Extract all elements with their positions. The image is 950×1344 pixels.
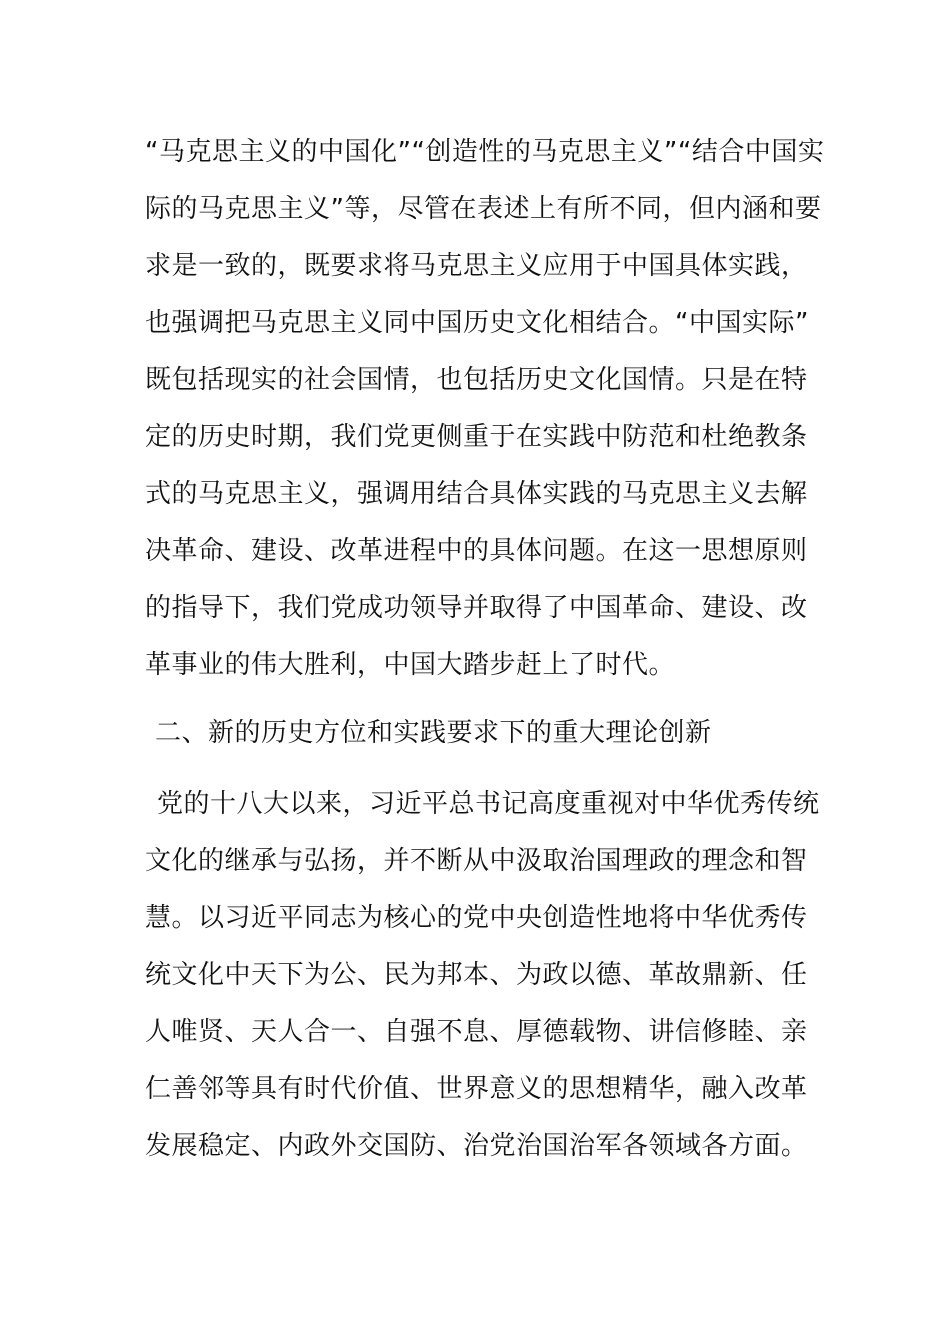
paragraph-2 xyxy=(145,776,820,1175)
paragraph-1-line: 际的马克思主义”等，尽管在表述上有所不同，但内涵和要 xyxy=(145,194,822,224)
paragraph-2-line: 人唯贤、天人合一、自强不息、厚德载物、讲信修睦、亲 xyxy=(145,1017,808,1047)
paragraph-2-line: 发展稳定、内政外交国防、治党治国治军各领域各方面。 xyxy=(145,1131,808,1161)
paragraph-1-line: 也强调把马克思主义同中国历史文化相结合。“中国实际” xyxy=(145,308,809,338)
paragraph-1-line: 的指导下，我们党成功领导并取得了中国革命、建设、改 xyxy=(145,593,808,623)
paragraph-1-line: 式的马克思主义，强调用结合具体实践的马克思主义去解 xyxy=(145,479,808,509)
paragraph-1-line: “马克思主义的中国化”“创造性的马克思主义”“结合中国实 xyxy=(145,137,825,167)
paragraph-1-line: 求是一致的，既要求将马克思主义应用于中国具体实践， xyxy=(145,251,808,281)
section-heading-text: 二、新的历史方位和实践要求下的重大理论创新 xyxy=(155,718,712,748)
paragraph-1-line: 既包括现实的社会国情，也包括历史文化国情。只是在特 xyxy=(145,365,808,395)
paragraph-2-line: 党的十八大以来，习近平总书记高度重视对中华优秀传统 xyxy=(157,789,820,819)
paragraph-1-line: 决革命、建设、改革进程中的具体问题。在这一思想原则 xyxy=(145,536,808,566)
paragraph-1 xyxy=(145,124,825,694)
paragraph-2-line: 慧。以习近平同志为核心的党中央创造性地将中华优秀传 xyxy=(145,903,808,933)
paragraph-2-line: 仁善邻等具有时代价值、世界意义的思想精华，融入改革 xyxy=(145,1074,808,1104)
paragraph-1-line: 定的历史时期，我们党更侧重于在实践中防范和杜绝教条 xyxy=(145,422,808,452)
paragraph-2-line: 文化的继承与弘扬，并不断从中汲取治国理政的理念和智 xyxy=(145,846,808,876)
paragraph-2-line: 统文化中天下为公、民为邦本、为政以德、革故鼎新、任 xyxy=(145,960,808,990)
section-heading xyxy=(155,705,825,762)
paragraph-1-line: 革事业的伟大胜利，中国大踏步赶上了时代。 xyxy=(145,650,676,680)
